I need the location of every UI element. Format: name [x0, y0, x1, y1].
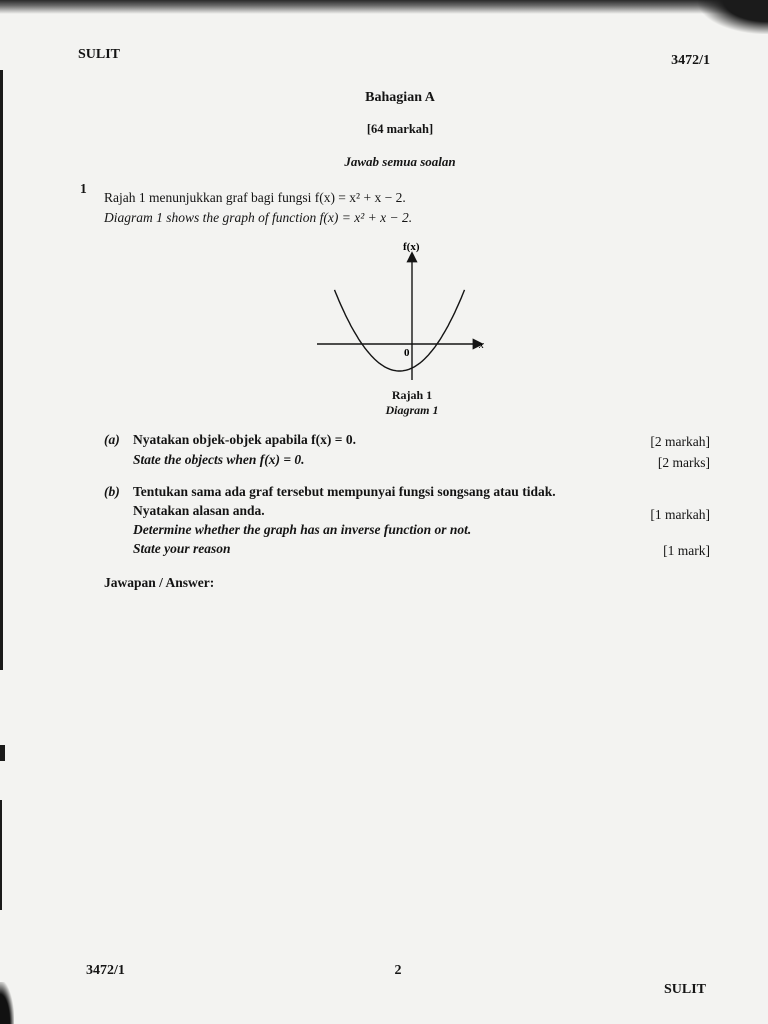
section-marks: [64 markah]: [366, 122, 434, 136]
header-sulit: SULIT: [78, 47, 121, 62]
part-b-text-ms-1: Tentukan sama ada graf tersebut mempunyai fungsi songsang atau tidak.: [133, 484, 556, 499]
scan-edge-top: [0, 0, 768, 14]
part-a-text-en: State the objects when f(x) = 0.: [133, 452, 305, 467]
section-instruction: Jawab semua soalan: [344, 154, 456, 169]
part-b-text-en-1: Determine whether the graph has an inverse function or not.: [133, 522, 472, 537]
footer-sulit: SULIT: [663, 982, 706, 997]
answer-label: Jawapan / Answer:: [104, 575, 215, 590]
diagram-caption-ms: Rajah 1: [391, 388, 433, 402]
header-paper-code: 3472/1: [671, 53, 710, 68]
origin-label: 0: [404, 347, 410, 359]
scan-corner-shadow-bottom: [0, 982, 14, 1024]
scan-edge-left-lower: [0, 800, 2, 910]
part-a-text-ms: Nyatakan objek-objek apabila f(x) = 0.: [133, 432, 356, 447]
scan-edge-mark: [0, 745, 5, 761]
part-a-marks-en: [2 marks]: [657, 455, 710, 470]
part-b-marks-en: [1 mark]: [663, 543, 710, 558]
part-a-marks-ms: [2 markah]: [650, 434, 710, 449]
part-b-marks-ms: [1 markah]: [650, 507, 710, 522]
question-intro-ms: Rajah 1 menunjukkan graf bagi fungsi f(x) = x² + x − 2.: [104, 190, 406, 205]
scan-edge-left: [0, 70, 3, 670]
diagram-caption-en: Diagram 1: [385, 403, 439, 417]
footer-paper-code: 3472/1: [86, 963, 125, 978]
part-b-text-en-2: State your reason: [133, 541, 231, 556]
page-number: 2: [394, 963, 402, 978]
x-axis-label: x: [479, 339, 484, 351]
function-graph: [305, 238, 495, 388]
question-number: 1: [80, 181, 87, 196]
parabola-curve: [335, 290, 465, 371]
question-intro-en: Diagram 1 shows the graph of function f(x) = x² + x − 2.: [104, 210, 413, 225]
y-axis-label: f(x): [403, 241, 420, 253]
part-b-text-ms-2: Nyatakan alasan anda.: [133, 503, 265, 518]
part-a-label: (a): [104, 432, 120, 447]
scan-corner-shadow: [698, 0, 768, 34]
section-title: Bahagian A: [365, 90, 435, 105]
part-b-label: (b): [104, 484, 120, 499]
